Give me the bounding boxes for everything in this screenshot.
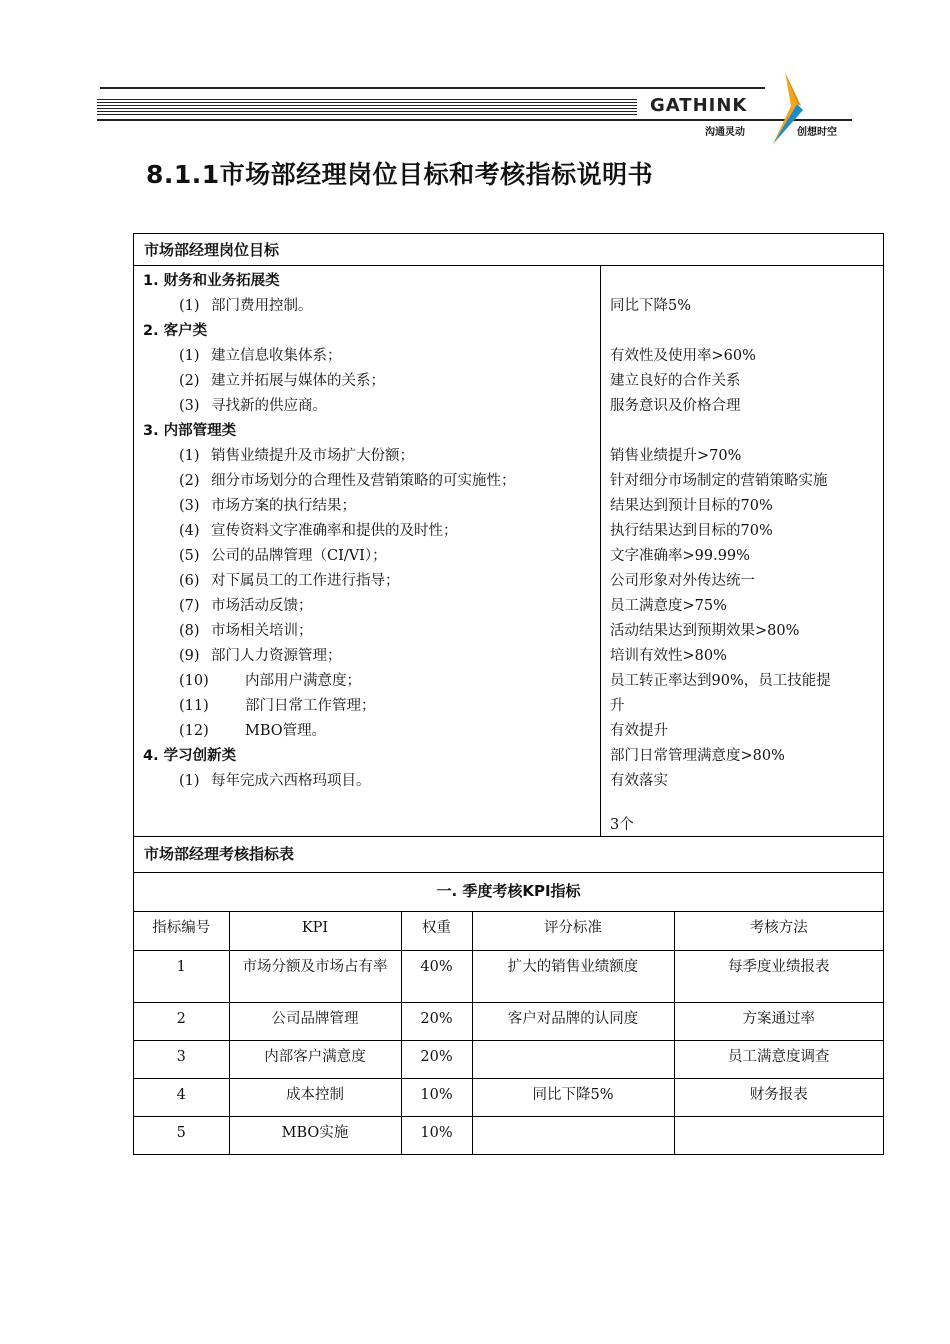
kpi-cell: 公司品牌管理 <box>229 1002 401 1040</box>
goal-item-number: (12) <box>179 723 209 739</box>
goal-item-text: 市场相关培训； <box>211 623 313 639</box>
goal-item <box>143 294 600 319</box>
goal-category: 3. 内部管理类 <box>143 423 237 439</box>
goal-target: 升 <box>610 698 625 714</box>
kpi-column-header: 权重 <box>401 912 472 950</box>
kpi-subheading: 一. 季度考核KPI指标 <box>134 873 883 912</box>
kpi-cell: MBO实施 <box>229 1116 401 1154</box>
goal-item <box>143 619 600 644</box>
goal-target: 3个 <box>610 817 634 833</box>
kpi-cell: 10% <box>401 1116 472 1154</box>
kpi-cell: 每季度业绩报表 <box>674 950 883 1002</box>
goal-item-text: 寻找新的供应商。 <box>211 398 327 414</box>
kpi-row <box>134 950 883 1002</box>
goal-target: 结果达到预计目标的70% <box>610 498 773 514</box>
goal-item-number: (2) <box>179 473 200 489</box>
goal-item-number: (9) <box>179 648 200 664</box>
goal-item-number: (10) <box>179 673 209 689</box>
goal-item-text: 宣传资料文字准确率和提供的及时性； <box>211 523 458 539</box>
spacer <box>610 794 883 813</box>
goal-category: 4. 学习创新类 <box>143 748 237 764</box>
goal-item-number: (2) <box>179 373 200 389</box>
goal-item-text: 每年完成六西格玛项目。 <box>211 773 371 789</box>
goals-targets <box>601 266 883 836</box>
goal-item-number: (5) <box>179 548 200 564</box>
kpi-cell: 市场分额及市场占有率 <box>229 950 401 1002</box>
goal-target: 有效提升 <box>610 723 668 739</box>
goal-target <box>610 319 883 344</box>
kpi-cell: 2 <box>134 1002 229 1040</box>
kpi-heading: 市场部经理考核指标表 <box>134 837 883 873</box>
kpi-cell: 3 <box>134 1040 229 1078</box>
goal-target <box>610 419 883 444</box>
kpi-cell: 财务报表 <box>674 1078 883 1116</box>
goal-item-number: (3) <box>179 498 200 514</box>
goal-item <box>143 669 600 694</box>
goal-item-text: 建立信息收集体系； <box>211 348 342 364</box>
goal-target: 员工满意度>75% <box>610 598 727 614</box>
logo-tagline-2: 创想时空 <box>797 127 837 138</box>
goal-target: 活动结果达到预期效果>80% <box>610 623 800 639</box>
goal-item-text: 公司的品牌管理（CI/VI）； <box>211 548 387 564</box>
goal-item-number: (1) <box>179 773 200 789</box>
kpi-cell: 20% <box>401 1040 472 1078</box>
kpi-cell: 4 <box>134 1078 229 1116</box>
goal-item-number: (1) <box>179 348 200 364</box>
kpi-column-header: 指标编号 <box>134 912 229 950</box>
page-title: 8.1.1市场部经理岗位目标和考核指标说明书 <box>146 160 654 189</box>
goal-target: 服务意识及价格合理 <box>610 398 741 414</box>
goal-item <box>143 494 600 519</box>
kpi-cell: 同比下降5% <box>472 1078 674 1116</box>
goal-target: 公司形象对外传达统一 <box>610 573 755 589</box>
goals-heading: 市场部经理岗位目标 <box>134 234 883 266</box>
goal-item <box>143 719 600 744</box>
kpi-column-header: 评分标准 <box>472 912 674 950</box>
goal-item-number: (7) <box>179 598 200 614</box>
goal-item <box>143 444 600 469</box>
goal-item-text: 部门人力资源管理； <box>211 648 342 664</box>
kpi-row <box>134 1040 883 1078</box>
goal-item-text: 内部用户满意度； <box>245 673 361 689</box>
goal-item-number: (3) <box>179 398 200 414</box>
goal-item-text: 细分市场划分的合理性及营销策略的可实施性； <box>211 473 516 489</box>
goal-item-text: 销售业绩提升及市场扩大份额； <box>211 448 414 464</box>
goal-target: 销售业绩提升>70% <box>610 448 742 464</box>
goal-item-number: (8) <box>179 623 200 639</box>
goal-item <box>143 544 600 569</box>
goal-target: 员工转正率达到90%，员工技能提 <box>610 673 831 689</box>
goal-item <box>143 769 600 794</box>
goal-item <box>143 369 600 394</box>
kpi-row <box>134 1002 883 1040</box>
goal-item-number: (11) <box>179 698 209 714</box>
goal-item-text: 建立并拓展与媒体的关系； <box>211 373 385 389</box>
goal-item <box>143 594 600 619</box>
kpi-row <box>134 1116 883 1154</box>
kpi-row <box>134 1078 883 1116</box>
kpi-cell: 员工满意度调查 <box>674 1040 883 1078</box>
kpi-cell: 成本控制 <box>229 1078 401 1116</box>
goal-target: 同比下降5% <box>610 298 692 314</box>
logo-tagline-1: 沟通灵动 <box>705 127 745 138</box>
kpi-column-header: 考核方法 <box>674 912 883 950</box>
goal-item <box>143 694 600 719</box>
kpi-cell: 扩大的销售业绩额度 <box>472 950 674 1002</box>
goal-item-number: (1) <box>179 298 200 314</box>
kpi-cell: 10% <box>401 1078 472 1116</box>
goals-list <box>134 266 601 836</box>
kpi-cell: 40% <box>401 950 472 1002</box>
goal-target: 培训有效性>80% <box>610 648 727 664</box>
kpi-column-header: KPI <box>229 912 401 950</box>
goal-item <box>143 469 600 494</box>
goal-item-number: (4) <box>179 523 200 539</box>
goal-item-number: (1) <box>179 448 200 464</box>
header-stripes <box>97 99 637 117</box>
goal-item <box>143 394 600 419</box>
kpi-cell <box>674 1116 883 1154</box>
goals-body <box>134 266 883 837</box>
document-table <box>133 233 884 1155</box>
goal-item <box>143 569 600 594</box>
goal-item-text: 部门费用控制。 <box>211 298 313 314</box>
kpi-cell: 20% <box>401 1002 472 1040</box>
goal-category: 2. 客户类 <box>143 323 208 339</box>
goal-item <box>143 644 600 669</box>
kpi-header-row <box>134 912 883 950</box>
goal-item <box>143 519 600 544</box>
kpi-cell: 5 <box>134 1116 229 1154</box>
goal-item-text: 市场方案的执行结果； <box>211 498 356 514</box>
goal-item-text: 部门日常工作管理； <box>245 698 376 714</box>
kpi-cell <box>472 1040 674 1078</box>
kpi-cell <box>472 1116 674 1154</box>
logo-text: GATHINK <box>650 95 748 116</box>
kpi-cell: 方案通过率 <box>674 1002 883 1040</box>
goal-category: 1. 财务和业务拓展类 <box>143 273 280 289</box>
goal-target: 有效性及使用率>60% <box>610 348 756 364</box>
goal-item-text: 市场活动反馈； <box>211 598 313 614</box>
goal-target: 部门日常管理满意度>80% <box>610 748 785 764</box>
goal-item-text: 对下属员工的工作进行指导； <box>211 573 400 589</box>
goal-target: 文字准确率>99.99% <box>610 548 750 564</box>
goal-target: 针对细分市场制定的营销策略实施 <box>610 473 828 489</box>
kpi-table <box>134 912 883 1154</box>
kpi-cell: 1 <box>134 950 229 1002</box>
gathink-logo <box>645 66 860 148</box>
goal-item-number: (6) <box>179 573 200 589</box>
goal-item <box>143 344 600 369</box>
goal-target: 建立良好的合作关系 <box>610 373 741 389</box>
goal-item-text: MBO管理。 <box>245 723 327 739</box>
goal-target: 有效落实 <box>610 773 668 789</box>
kpi-cell: 内部客户满意度 <box>229 1040 401 1078</box>
kpi-cell: 客户对品牌的认同度 <box>472 1002 674 1040</box>
goal-target: 执行结果达到目标的70% <box>610 523 773 539</box>
